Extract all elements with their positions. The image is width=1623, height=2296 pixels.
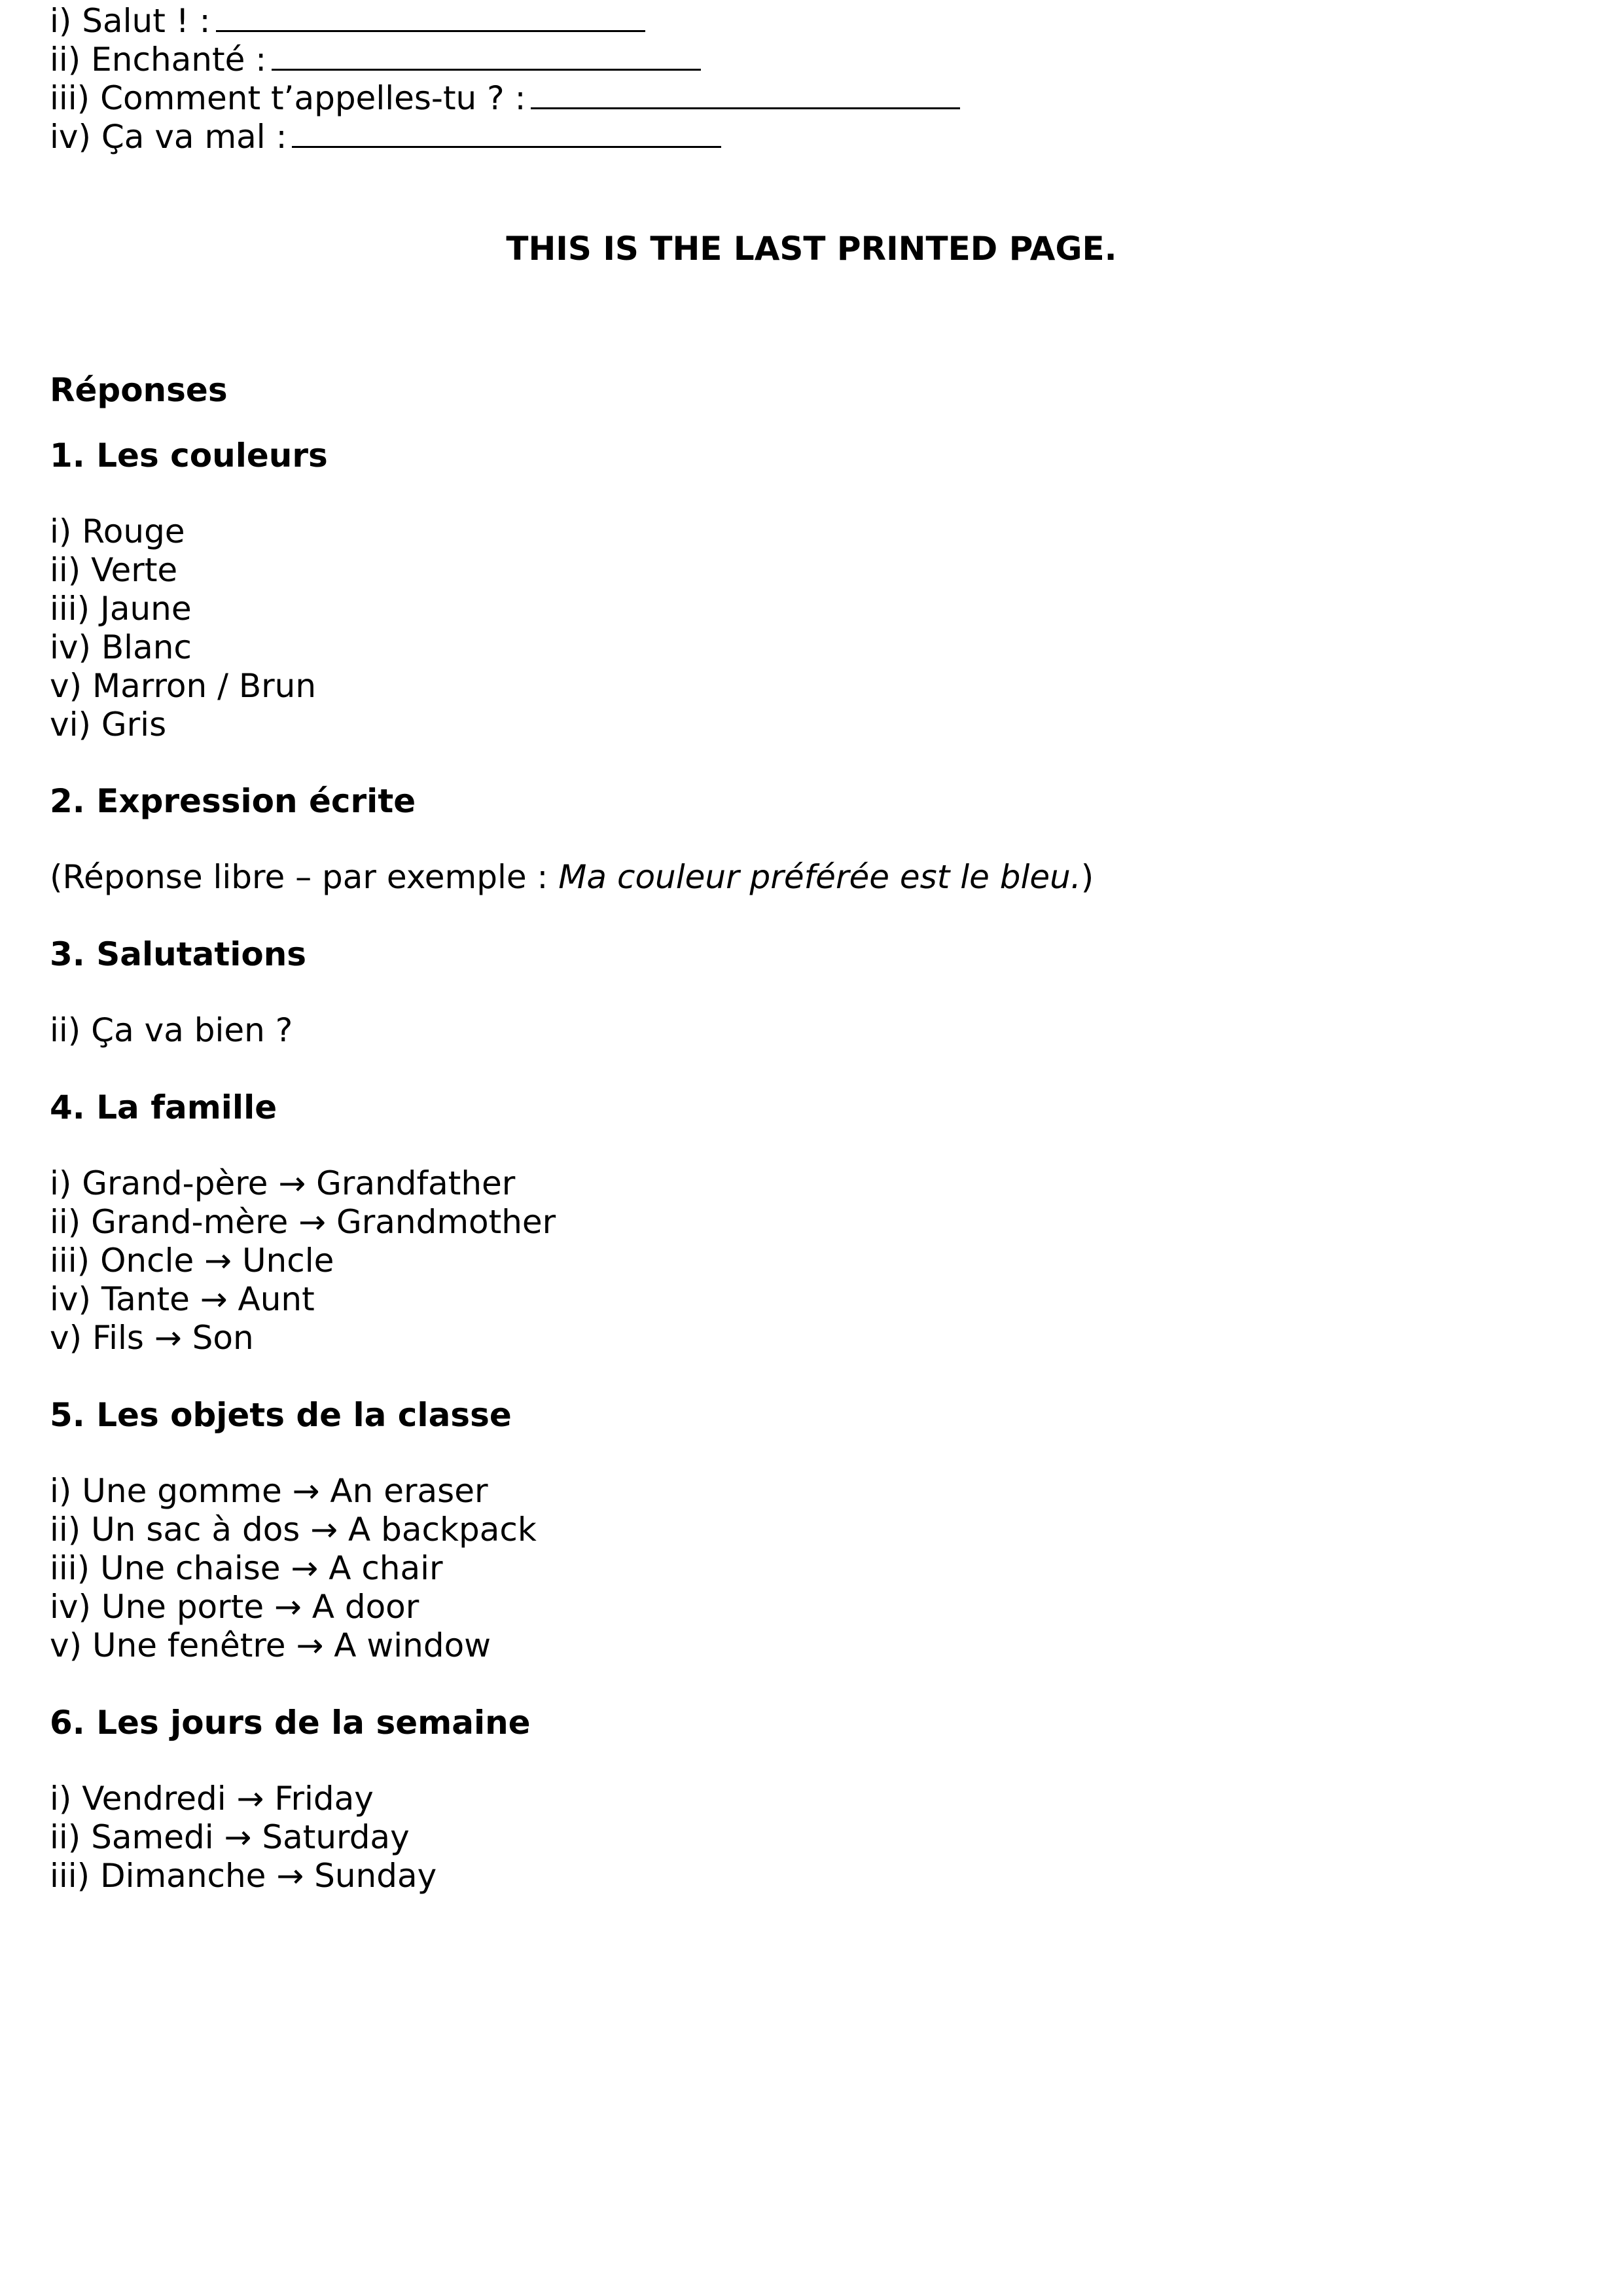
section-list bbox=[50, 512, 316, 744]
list-item: ii) Un sac à dos → A backpack bbox=[50, 1511, 537, 1549]
list-item: iii) Jaune bbox=[50, 590, 192, 628]
section-list bbox=[50, 1164, 556, 1357]
list-item: vi) Gris bbox=[50, 706, 167, 744]
greeting-label: iv) Ça va mal : bbox=[50, 118, 287, 156]
greeting-label: iii) Comment t’appelles-tu ? : bbox=[50, 79, 526, 117]
answer-blank bbox=[216, 1, 645, 32]
greeting-line bbox=[50, 117, 960, 156]
section-heading: 4. La famille bbox=[50, 1088, 277, 1126]
list-item: iii) Une chaise → A chair bbox=[50, 1549, 443, 1587]
section-heading: 3. Salutations bbox=[50, 935, 307, 973]
list-item: ii) Verte bbox=[50, 551, 178, 589]
list-item: v) Fils → Son bbox=[50, 1319, 254, 1357]
list-item: v) Marron / Brun bbox=[50, 667, 317, 705]
greeting-line bbox=[50, 1, 960, 40]
list-item: iv) Tante → Aunt bbox=[50, 1280, 315, 1318]
list-item: i) Une gomme → An eraser bbox=[50, 1472, 488, 1510]
list-item: iv) Une porte → A door bbox=[50, 1588, 419, 1626]
last-page-notice: THIS IS THE LAST PRINTED PAGE. bbox=[506, 230, 1117, 268]
list-item: ii) Ça va bien ? bbox=[50, 1011, 293, 1049]
list-item: i) Vendredi → Friday bbox=[50, 1780, 374, 1818]
answer-blank bbox=[272, 40, 701, 71]
greeting-line bbox=[50, 40, 960, 79]
list-item: i) Rouge bbox=[50, 512, 185, 550]
example-prefix: (Réponse libre – par exemple : bbox=[50, 858, 559, 896]
list-item: ii) Grand-mère → Grandmother bbox=[50, 1203, 556, 1241]
greetings-exercise bbox=[50, 1, 960, 156]
greeting-label: ii) Enchanté : bbox=[50, 41, 267, 79]
section-list bbox=[50, 1472, 537, 1665]
list-item: i) Grand-père → Grandfather bbox=[50, 1164, 516, 1202]
list-item: iii) Oncle → Uncle bbox=[50, 1242, 334, 1280]
section-heading: 6. Les jours de la semaine bbox=[50, 1704, 531, 1742]
section-heading: 2. Expression écrite bbox=[50, 782, 416, 820]
list-item: iii) Dimanche → Sunday bbox=[50, 1857, 437, 1895]
greeting-label: i) Salut ! : bbox=[50, 2, 211, 40]
example-sentence: Ma couleur préférée est le bleu. bbox=[558, 858, 1081, 896]
section-heading: 1. Les couleurs bbox=[50, 437, 328, 475]
free-answer-example bbox=[50, 858, 1094, 897]
list-item: ii) Samedi → Saturday bbox=[50, 1818, 410, 1856]
section-list bbox=[50, 1780, 437, 1895]
list-item: iv) Blanc bbox=[50, 628, 192, 666]
answers-title: Réponses bbox=[50, 371, 228, 409]
list-item: v) Une fenêtre → A window bbox=[50, 1626, 491, 1664]
section-heading: 5. Les objets de la classe bbox=[50, 1396, 512, 1434]
greeting-line bbox=[50, 79, 960, 117]
answer-blank bbox=[531, 79, 960, 109]
example-suffix: ) bbox=[1080, 858, 1094, 896]
answer-blank bbox=[292, 117, 721, 148]
